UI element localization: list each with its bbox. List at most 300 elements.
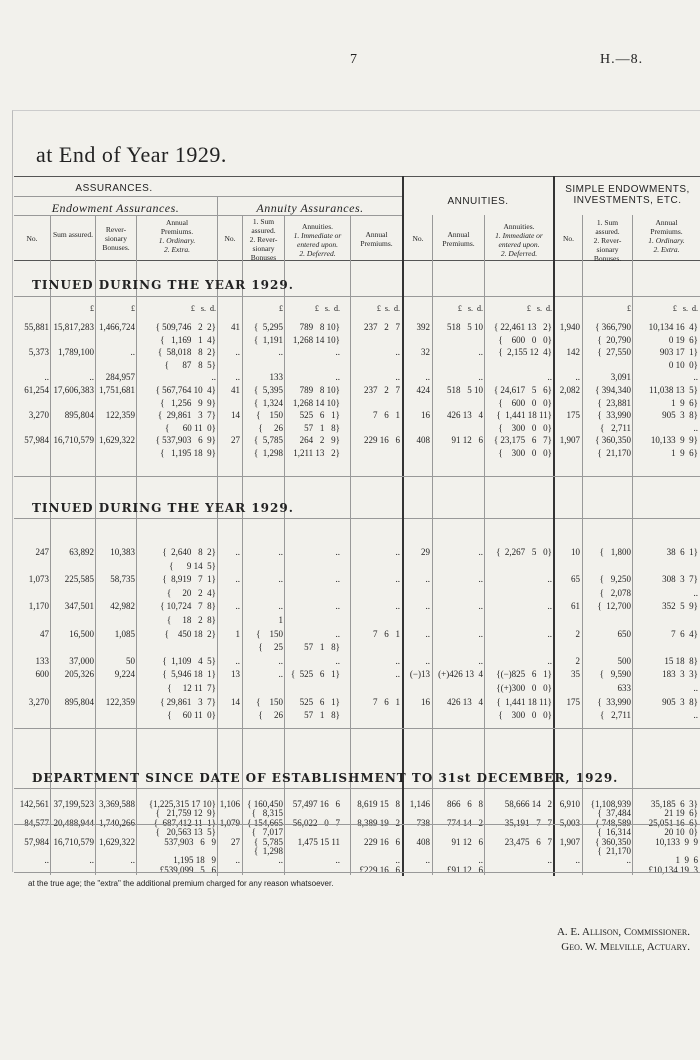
table-cell: £229 16 6 — [359, 864, 400, 875]
table-cell: .. — [278, 655, 283, 666]
table-cell: { 33,990 — [597, 696, 631, 707]
table-cell: 8,619 15 8 — [357, 799, 400, 809]
table-cell: 789 8 10} — [299, 385, 340, 395]
table-cell: { 22,461 13 2} — [493, 322, 552, 332]
table-cell: { 21,170 — [597, 448, 631, 458]
table-cell: 537,903 6 9 — [164, 836, 216, 847]
table-cell: .. — [478, 347, 483, 358]
table-cell: .. — [547, 655, 552, 666]
table-cell: { 450 18 2} — [164, 628, 216, 639]
table-cell: 91 12 6 — [451, 435, 483, 446]
table-cell: { 9,250 — [599, 574, 631, 585]
total-rule — [14, 476, 700, 477]
table-cell: {(+)300 0 0} — [496, 683, 552, 693]
table-cell: .. — [44, 855, 49, 866]
table-cell: { 2,640 8 2} — [162, 547, 216, 557]
table-cell: { 525 6 1} — [290, 669, 340, 680]
table-cell: 14 — [231, 410, 240, 421]
table-cell: { 150 — [256, 628, 283, 639]
table-cell: 426 13 4 — [447, 696, 483, 707]
table-cell: 175 — [566, 410, 580, 421]
table-cell: 633 — [617, 683, 631, 693]
table-cell: { 2,711 — [600, 422, 631, 433]
table-cell: .. — [478, 574, 483, 585]
section-heading: TINUED DURING THE YEAR 1929. — [32, 501, 294, 515]
table-cell: { 21,170 — [597, 846, 631, 856]
table-cell: { 1,298 — [253, 448, 283, 458]
table-cell: { 1,298 — [253, 846, 283, 856]
table-cell: .. — [478, 372, 483, 383]
table-cell: .. — [335, 601, 340, 612]
col-header-sum-assured: 1. Sum assured. 2. Rever- sionary Bonuses. — [593, 218, 622, 263]
table-cell: 518 5 10 — [447, 322, 483, 332]
table-cell: .. — [278, 669, 283, 680]
unit-label: £ s. d. — [376, 304, 400, 313]
group-simple-endowments: SIMPLE ENDOWMENTS, INVESTMENTS, ETC. — [565, 184, 690, 206]
table-cell: .. — [693, 372, 698, 383]
unit-label: £ s. d. — [190, 304, 216, 313]
table-cell: { 2,711 — [600, 710, 631, 721]
table-cell: 525 6 1} — [299, 410, 340, 421]
table-cell: 57,984 — [24, 435, 49, 446]
table-cell: 27 — [231, 435, 240, 446]
table-cell: 175 — [566, 696, 580, 707]
table-cell: 6,910 — [559, 799, 580, 809]
table-cell: { 5,946 18 1} — [162, 669, 216, 680]
table-cell: 57,497 16 6 — [292, 799, 340, 809]
table-cell: { 23,175 6 7} — [493, 435, 552, 446]
section1-top-rule — [14, 296, 700, 297]
table-cell: 61 — [571, 601, 580, 612]
table-cell: { 9,590 — [599, 669, 631, 680]
table-cell: 41 — [231, 322, 240, 332]
table-cell: 1,106 — [219, 799, 240, 809]
table-cell: 35,191 7 7 — [504, 817, 552, 828]
table-cell: 122,359 — [105, 696, 135, 707]
table-cell: 56,022 0 7 — [292, 817, 340, 828]
col-header-annuities: Annuities. 1. Immediate or entered upon. 2. Deferred. — [495, 222, 543, 258]
table-cell: 122,359 — [105, 410, 135, 421]
table-cell: 237 2 7 — [364, 322, 400, 332]
table-cell: .. — [335, 655, 340, 666]
table-cell: { 300 0 0} — [498, 448, 552, 458]
table-cell: 205,326 — [64, 669, 94, 680]
table-cell: { 5,395 — [253, 385, 283, 395]
table-cell: .. — [547, 855, 552, 866]
table-cell: 229 16 6 — [364, 435, 400, 446]
table-cell: 8,389 19 2 — [357, 817, 400, 828]
table-cell: {1,225,315 17 10} — [148, 799, 216, 809]
table-cell: 895,804 — [64, 696, 94, 707]
table-cell: .. — [235, 372, 240, 383]
table-cell: .. — [335, 855, 340, 866]
table-cell: .. — [395, 601, 400, 612]
table-cell: { 1,441 18 11} — [496, 410, 552, 421]
signature-commissioner: A. E. Allison, Commissioner. — [556, 926, 690, 938]
table-cell: 23,475 6 7 — [504, 836, 552, 847]
table-cell: { 150 — [256, 696, 283, 707]
table-cell: { 12 11 7} — [167, 683, 216, 693]
table-cell: .. — [235, 574, 240, 585]
col-header-sum-assured: Sum assured. — [53, 230, 93, 239]
table-cell: .. — [693, 587, 698, 598]
table-cell: { 5,785 — [253, 435, 283, 446]
table-cell: .. — [235, 347, 240, 358]
footnote: at the true age; the "extra" the additional premium charged for any reason whatsoever. — [28, 879, 334, 888]
table-cell: 1,268 14 10} — [292, 397, 340, 408]
table-cell: .. — [235, 601, 240, 612]
table-cell: .. — [425, 855, 430, 866]
header-top-rule — [14, 176, 700, 177]
table-cell: 1,751,681 — [99, 385, 135, 395]
table-cell: .. — [547, 372, 552, 383]
table-cell: £539,099 5 6 — [159, 864, 216, 875]
col-header-annual-premiums: Annual Premiums. — [442, 230, 475, 248]
table-cell: { 16,314 — [597, 827, 631, 838]
table-cell: .. — [130, 347, 135, 358]
table-cell: .. — [335, 547, 340, 557]
table-cell: .. — [89, 855, 94, 866]
table-cell: .. — [395, 669, 400, 680]
table-cell: 57 1 8} — [304, 642, 340, 653]
table-cell: .. — [478, 547, 483, 557]
table-cell: { 21,759 12 9} — [155, 808, 216, 819]
table-cell: { 600 0 0} — [498, 397, 552, 408]
table-cell: 3,270 — [28, 410, 49, 421]
table-cell: 1,940 — [559, 322, 580, 332]
table-cell: 183 3 3} — [662, 669, 698, 680]
table-cell: 352 5 9} — [662, 601, 698, 612]
table-cell: .. — [693, 683, 698, 693]
table-cell: 57 1 8} — [304, 710, 340, 721]
unit-label: £ s. d. — [672, 304, 698, 313]
table-cell: .. — [235, 547, 240, 557]
table-cell: .. — [395, 855, 400, 866]
unit-label: £ — [279, 304, 283, 313]
table-cell: .. — [547, 574, 552, 585]
table-cell: { 1,324 — [253, 397, 283, 408]
table-cell: { 37,484 — [597, 808, 631, 819]
table-cell: .. — [425, 655, 430, 666]
table-cell: £10,134 19 3 — [648, 864, 698, 875]
table-cell: 133 — [35, 655, 49, 666]
table-cell: { 2,155 12 4} — [498, 347, 552, 358]
table-cell: { 33,990 — [597, 410, 631, 421]
table-cell: 903 17 1} — [659, 347, 698, 358]
table-cell: .. — [278, 855, 283, 866]
table-cell: 7 6 4} — [671, 628, 698, 639]
table-cell: 1 9 6} — [671, 397, 698, 408]
page-reference: H.—8. — [600, 52, 644, 67]
group-annuities: ANNUITIES. — [447, 196, 509, 207]
table-cell: { 8,919 7 1} — [162, 574, 216, 585]
table-cell: (+)426 13 4 — [438, 669, 483, 680]
table-cell: 1,475 15 11 — [297, 836, 340, 847]
table-cell: 5,003 — [559, 817, 580, 828]
table-cell: .. — [395, 547, 400, 557]
table-cell: { 23,881 — [597, 397, 631, 408]
table-cell: { 1,441 18 11} — [496, 696, 552, 707]
table-cell: { 26 — [258, 710, 283, 721]
table-cell: .. — [278, 574, 283, 585]
table-cell: 408 — [416, 435, 430, 446]
group-assurances: ASSURANCES. — [75, 183, 153, 194]
table-cell: 247 — [35, 547, 49, 557]
table-cell: { 1,169 1 4} — [160, 334, 216, 345]
table-cell: 1,789,100 — [58, 347, 94, 358]
table-cell: 27 — [231, 836, 240, 847]
table-cell: { 8,315 — [251, 808, 283, 819]
table-cell: 0 10 0} — [668, 359, 698, 370]
table-cell: 35 — [571, 669, 580, 680]
table-cell: 500 — [617, 655, 631, 666]
table-cell: .. — [478, 601, 483, 612]
table-cell: 16,500 — [69, 628, 94, 639]
table-cell: { 600 0 0} — [498, 334, 552, 345]
table-cell: .. — [478, 655, 483, 666]
table-cell: 426 13 4 — [447, 410, 483, 421]
table-cell: 229 16 6 — [364, 836, 400, 847]
table-cell: 1,195 18 9 — [173, 855, 216, 866]
table-cell: 1 9 6 — [675, 855, 698, 866]
table-cell: 37,000 — [69, 655, 94, 666]
table-cell: .. — [335, 574, 340, 585]
table-cell: 895,804 — [64, 410, 94, 421]
table-cell: .. — [693, 710, 698, 721]
table-cell: 1 — [278, 615, 283, 625]
table-cell: 10,133 9 9 — [655, 836, 698, 847]
table-cell: .. — [130, 855, 135, 866]
table-cell: 308 3 7} — [662, 574, 698, 585]
table-cell: 63,892 — [69, 547, 94, 557]
table-cell: 16,710,579 — [53, 836, 94, 847]
col-rule — [632, 215, 633, 875]
table-cell: { 5,295 — [253, 322, 283, 332]
table-cell: 5,373 — [28, 347, 49, 358]
table-cell: .. — [478, 855, 483, 866]
table-cell: { 58,018 8 2} — [157, 347, 216, 358]
table-cell: 1,629,322 — [99, 836, 135, 847]
table-cell: 13 — [231, 669, 240, 680]
table-cell: .. — [425, 628, 430, 639]
table-cell: 142 — [566, 347, 580, 358]
unit-label: £ — [627, 304, 631, 313]
unit-label: £ s. d. — [526, 304, 552, 313]
table-cell: 32 — [421, 347, 430, 358]
table-cell: { 29,861 3 7} — [160, 696, 216, 707]
table-cell: .. — [335, 372, 340, 383]
table-cell: 1 9 6} — [671, 448, 698, 458]
table-cell: { 9 14 5} — [169, 560, 216, 571]
table-cell: 57 1 8} — [304, 422, 340, 433]
table-cell: 57,984 — [24, 836, 49, 847]
table-cell: 15,817,283 — [53, 322, 94, 332]
table-cell: { 1,800 — [599, 547, 631, 557]
table-cell: 1,085 — [114, 628, 135, 639]
table-cell: .. — [425, 601, 430, 612]
table-cell: 525 6 1} — [299, 696, 340, 707]
col-header-annuities: Annuities. 1. Immediate or entered upon. 2. Deferred. — [293, 222, 342, 258]
table-cell: .. — [211, 372, 216, 383]
table-cell: 10 — [571, 547, 580, 557]
page-number: 7 — [350, 52, 357, 67]
table-cell: 1 — [235, 628, 240, 639]
table-cell: { 537,903 6 9} — [155, 435, 216, 446]
table-cell: 225,585 — [64, 574, 94, 585]
table-cell: 35,185 6 3} — [650, 799, 698, 809]
unit-label: £ — [90, 304, 94, 313]
table-cell: { 20 2 4} — [166, 587, 216, 598]
table-cell: 41 — [231, 385, 240, 395]
table-cell: 84,577 — [24, 817, 49, 828]
table-cell: 738 — [416, 817, 430, 828]
table-cell: { 87 8 5} — [164, 359, 216, 370]
table-cell: 392 — [416, 322, 430, 332]
table-cell: { 366,790 — [595, 322, 631, 332]
table-cell: 1,629,322 — [99, 435, 135, 446]
table-cell: { 1,256 9 9} — [160, 397, 216, 408]
table-cell: .. — [626, 855, 631, 866]
table-cell: { 150 — [256, 410, 283, 421]
table-cell: { 25 — [258, 642, 283, 653]
table-cell: { 394,340 — [595, 385, 631, 395]
table-cell: 0 19 6} — [668, 334, 698, 345]
table-cell: 2,082 — [559, 385, 580, 395]
table-cell: 789 8 10} — [299, 322, 340, 332]
table-cell: .. — [235, 655, 240, 666]
section-heading: DEPARTMENT SINCE DATE OF ESTABLISHMENT TO 31st DECEMBER, 1929. — [32, 771, 619, 785]
subgroup-endowment: Endowment Assurances. — [51, 201, 180, 215]
footer-rule — [14, 872, 700, 873]
table-cell: { 60 11 0} — [167, 710, 216, 721]
table-cell: .. — [575, 372, 580, 383]
table-cell: 1,170 — [28, 601, 49, 612]
table-cell: 10,134 16 4} — [648, 322, 698, 332]
table-cell: .. — [335, 347, 340, 358]
table-cell: 16 — [421, 696, 430, 707]
table-cell: 2 — [575, 628, 580, 639]
table-cell: 61,254 — [24, 385, 49, 395]
table-cell: 2 — [575, 655, 580, 666]
table-cell: 37,199,523 — [53, 799, 94, 809]
table-cell: {(−)825 6 1} — [496, 669, 552, 680]
table-cell: 1,740,266 — [99, 817, 135, 828]
table-cell: 17,606,383 — [53, 385, 94, 395]
table-cell: 42,982 — [110, 601, 135, 612]
table-cell: 1,146 — [409, 799, 430, 809]
table-cell: 9,224 — [114, 669, 135, 680]
table-cell: 905 3 8} — [662, 410, 698, 421]
col-header-annual-premiums: Annual Premiums. 1. Ordinary. 2. Extra. — [648, 218, 685, 254]
table-cell: £91 12 6 — [447, 864, 483, 875]
table-cell: .. — [395, 655, 400, 666]
table-cell: .. — [335, 628, 340, 639]
col-header-reversionary-bonuses: Rever-sionary Bonuses. — [102, 225, 130, 252]
section-heading: TINUED DURING THE YEAR 1929. — [32, 278, 294, 292]
table-cell: 21 19 6} — [664, 808, 698, 819]
table-cell: { 1,195 18 9} — [160, 448, 216, 458]
table-cell: 1,073 — [28, 574, 49, 585]
table-cell: 133 — [269, 372, 283, 383]
col-header-sum-assured: 1. Sum assured. 2. Rever- sionary Bonuses — [249, 217, 278, 262]
signature-actuary: Geo. W. Melville, Actuary. — [561, 941, 690, 953]
table-cell: 774 14 2 — [447, 817, 483, 828]
table-cell: 10,383 — [110, 547, 135, 557]
table-cell: 15 18 8} — [664, 655, 698, 666]
table-cell: 3,369,588 — [99, 799, 135, 809]
col-header-annual-premiums: Annual Premiums. — [360, 230, 393, 248]
table-cell: .. — [235, 855, 240, 866]
table-cell: { 7,017 — [251, 827, 283, 838]
table-cell: 29 — [421, 547, 430, 557]
table-cell: { 24,617 5 6} — [493, 385, 552, 395]
table-cell: .. — [547, 628, 552, 639]
table-cell: .. — [395, 347, 400, 358]
table-cell: .. — [575, 855, 580, 866]
table-cell: { 29,861 3 7} — [157, 410, 216, 421]
table-cell: { 300 0 0} — [498, 422, 552, 433]
table-cell: 20 10 0} — [664, 827, 698, 838]
table-cell: 16,710,579 — [53, 435, 94, 446]
table-cell: .. — [693, 422, 698, 433]
section2-top-rule — [14, 518, 700, 519]
table-cell: .. — [547, 601, 552, 612]
table-cell: 38 6 1} — [666, 547, 698, 557]
col-header-no: No. — [224, 234, 236, 243]
table-cell: 284,957 — [105, 372, 135, 383]
table-cell: { 1,191 — [253, 334, 283, 345]
page-title: at End of Year 1929. — [36, 142, 227, 167]
table-cell: 10,133 9 9} — [650, 435, 698, 446]
table-cell: { 360,350 — [595, 435, 631, 446]
table-cell: .. — [89, 372, 94, 383]
table-cell: 7 6 1 — [373, 696, 400, 707]
table-cell: 14 — [231, 696, 240, 707]
table-cell: 3,091 — [610, 372, 631, 383]
table-cell: { 300 0 0} — [498, 710, 552, 721]
table-cell: 142,561 — [19, 799, 49, 809]
table-cell: 58,666 14 2 — [504, 799, 552, 809]
table-cell: { 20,790 — [597, 334, 631, 345]
table-cell: { 18 2 8} — [166, 615, 216, 625]
table-cell: 20,488,944 — [53, 817, 94, 828]
section3-top-rule — [14, 788, 700, 789]
table-cell: 1,466,724 — [99, 322, 135, 332]
table-cell: 424 — [416, 385, 430, 395]
table-cell: 237 2 7 — [364, 385, 400, 395]
table-cell: 55,881 — [24, 322, 49, 332]
unit-label: £ s. d. — [457, 304, 483, 313]
table-cell: 16 — [421, 410, 430, 421]
table-cell: 1,079 — [219, 817, 240, 828]
table-cell: 347,501 — [64, 601, 94, 612]
table-cell: 58,735 — [110, 574, 135, 585]
table-cell: { 27,550 — [597, 347, 631, 358]
table-cell: .. — [278, 547, 283, 557]
table-cell: { 154,665 — [247, 817, 283, 828]
table-cell: 1,907 — [559, 435, 580, 446]
table-cell: 1,268 14 10} — [292, 334, 340, 345]
table-cell: { 687,412 11 1} — [153, 817, 216, 828]
table-cell: 264 2 9} — [299, 435, 340, 446]
table-cell: .. — [278, 347, 283, 358]
total-rule — [14, 728, 700, 729]
table-cell: { 1,109 4 5} — [162, 655, 216, 666]
subgroup-annuity-assurances: Annuity Assurances. — [256, 201, 364, 215]
table-cell: 650 — [617, 628, 631, 639]
table-cell: { 567,764 10 4} — [155, 385, 216, 395]
table-cell: 47 — [40, 628, 49, 639]
